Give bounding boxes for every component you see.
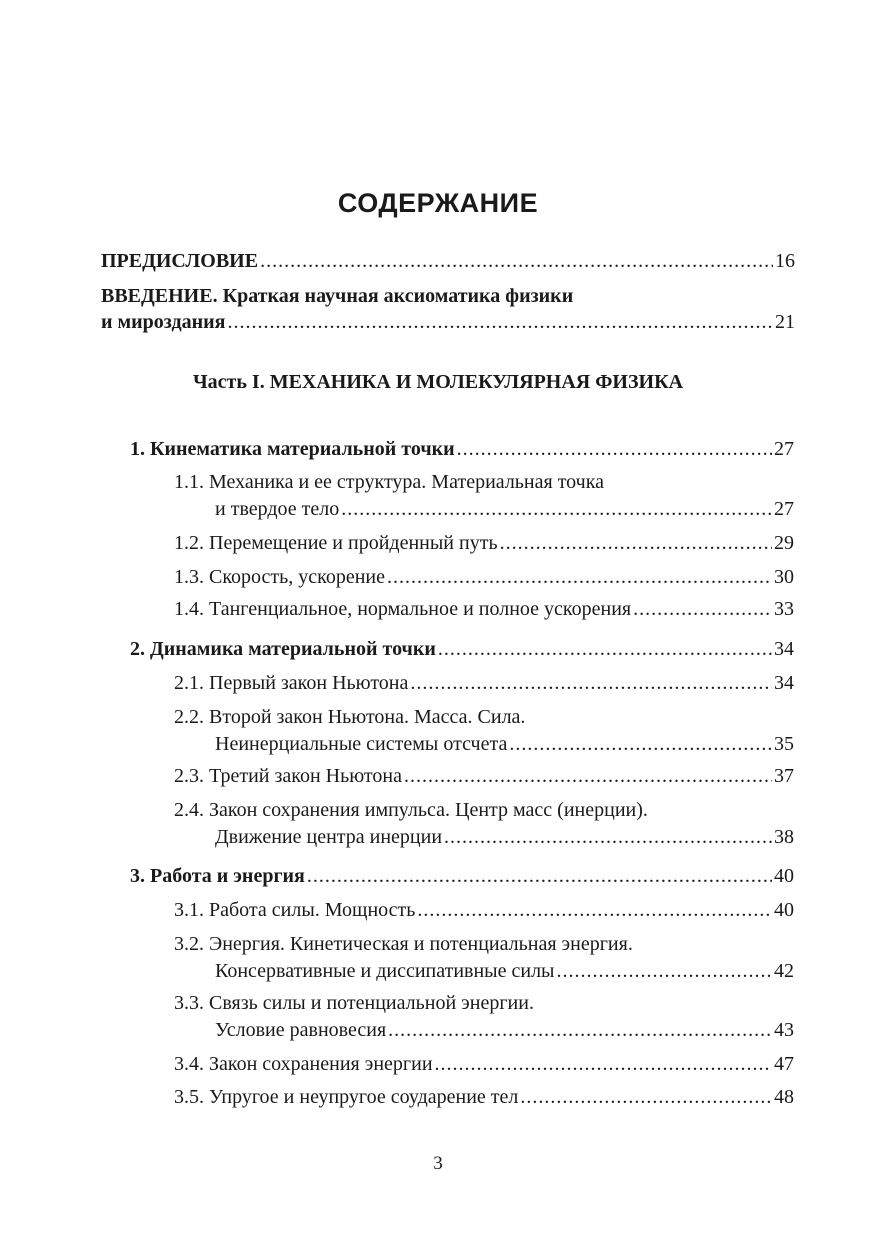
toc-section-3-2-line1[interactable]: 3.2. Энергия. Кинетическая и потенциальная энергия.: [174, 933, 633, 955]
dot-leader: [457, 437, 772, 461]
dot-leader: [227, 310, 773, 334]
toc-section-3-1[interactable]: [174, 898, 794, 922]
toc-entry-label: Консервативные и диссипативные силы: [215, 960, 555, 982]
toc-page-number: 48: [774, 1086, 794, 1108]
toc-section-1-1-line1[interactable]: 1.1. Механика и ее структура. Материальная точка: [174, 471, 605, 493]
toc-section-3-3[interactable]: [215, 1018, 794, 1042]
toc-section-3-3-line1[interactable]: 3.3. Связь силы и потенциальной энергии.: [174, 992, 534, 1014]
toc-entry-label: 2. Динамика материальной точки: [130, 638, 436, 660]
dot-leader: [520, 1085, 772, 1109]
toc-page-number: 21: [775, 311, 795, 333]
toc-section-2-3[interactable]: [174, 764, 794, 788]
toc-section-3-5[interactable]: [174, 1085, 794, 1109]
toc-section-2-1[interactable]: [174, 671, 794, 695]
dot-leader: [509, 732, 772, 756]
dot-leader: [557, 959, 773, 983]
dot-leader: [341, 497, 772, 521]
toc-page-number: 47: [774, 1053, 794, 1075]
toc-entry-intro-line1[interactable]: ВВЕДЕНИЕ. Краткая научная аксиоматика физики: [101, 285, 574, 307]
toc-entry-label: 2.3. Третий закон Ньютона: [174, 765, 402, 787]
toc-section-3-2[interactable]: [215, 959, 794, 983]
toc-entry-label: 3.1. Работа силы. Мощность: [174, 899, 416, 921]
toc-page-number: 40: [774, 899, 794, 921]
toc-section-2-2[interactable]: [215, 732, 794, 756]
toc-entry-label: 1. Кинематика материальной точки: [130, 438, 455, 460]
toc-entry-label: 3. Работа и энергия: [130, 865, 305, 887]
dot-leader: [410, 671, 772, 695]
dot-leader: [435, 1052, 772, 1076]
dot-leader: [260, 249, 773, 273]
toc-page-number: 33: [774, 598, 794, 620]
toc-entry-preface[interactable]: [101, 249, 795, 273]
toc-entry-label: и мироздания: [101, 311, 226, 333]
toc-page-number: 16: [775, 250, 795, 272]
toc-page-number: 38: [774, 826, 794, 848]
toc-section-2-4-line1[interactable]: 2.4. Закон сохранения импульса. Центр масс (инерции).: [174, 799, 648, 821]
toc-section-3-4[interactable]: [174, 1052, 794, 1076]
dot-leader: [633, 597, 772, 621]
toc-chapter-3[interactable]: [130, 864, 794, 888]
part-title: Часть I. МЕХАНИКА И МОЛЕКУЛЯРНАЯ ФИЗИКА: [192, 371, 684, 393]
toc-section-1-1[interactable]: [215, 497, 794, 521]
toc-entry-label: 3.4. Закон сохранения энергии: [174, 1053, 433, 1075]
toc-page-number: 27: [774, 498, 794, 520]
toc-section-2-2-line1[interactable]: 2.2. Второй закон Ньютона. Масса. Сила.: [174, 706, 526, 728]
toc-section-1-2[interactable]: [174, 531, 794, 555]
dot-leader: [387, 565, 772, 589]
toc-page-number: 27: [774, 438, 794, 460]
toc-entry-label: 3.5. Упругое и неупругое соударение тел: [174, 1086, 519, 1108]
dot-leader: [307, 864, 772, 888]
dot-leader: [438, 637, 772, 661]
toc-chapter-1[interactable]: [130, 437, 794, 461]
toc-page-number: 42: [774, 960, 794, 982]
toc-entry-label: 2.1. Первый закон Ньютона: [174, 672, 409, 694]
toc-entry-intro[interactable]: [101, 310, 795, 334]
page-title: СОДЕРЖАНИЕ: [337, 188, 539, 218]
toc-page-number: 40: [774, 865, 794, 887]
dot-leader: [500, 531, 772, 555]
toc-entry-label: ПРЕДИСЛОВИЕ: [101, 250, 259, 272]
toc-page-number: 43: [774, 1019, 794, 1041]
toc-entry-label: 1.3. Скорость, ускорение: [174, 566, 386, 588]
dot-leader: [388, 1018, 772, 1042]
toc-entry-label: Движение центра инерции: [215, 826, 443, 848]
toc-page-number: 34: [774, 638, 794, 660]
toc-page-number: 37: [774, 765, 794, 787]
toc-entry-label: Условие равновесия: [215, 1019, 387, 1041]
toc-page-number: 30: [774, 566, 794, 588]
dot-leader: [417, 898, 772, 922]
toc-page-number: 29: [774, 532, 794, 554]
toc-section-1-4[interactable]: [174, 597, 794, 621]
page-number: 3: [433, 1153, 443, 1174]
toc-entry-label: Неинерциальные системы отсчета: [215, 733, 508, 755]
dot-leader: [444, 825, 772, 849]
toc-page-number: 34: [774, 672, 794, 694]
toc-entry-label: и твердое тело: [215, 498, 340, 520]
toc-page-number: 35: [774, 733, 794, 755]
toc-entry-label: 1.2. Перемещение и пройденный путь: [174, 532, 498, 554]
dot-leader: [404, 764, 772, 788]
toc-section-2-4[interactable]: [215, 825, 794, 849]
toc-chapter-2[interactable]: [130, 637, 794, 661]
toc-entry-label: 1.4. Тангенциальное, нормальное и полное ускорения: [174, 598, 632, 620]
toc-section-1-3[interactable]: [174, 565, 794, 589]
